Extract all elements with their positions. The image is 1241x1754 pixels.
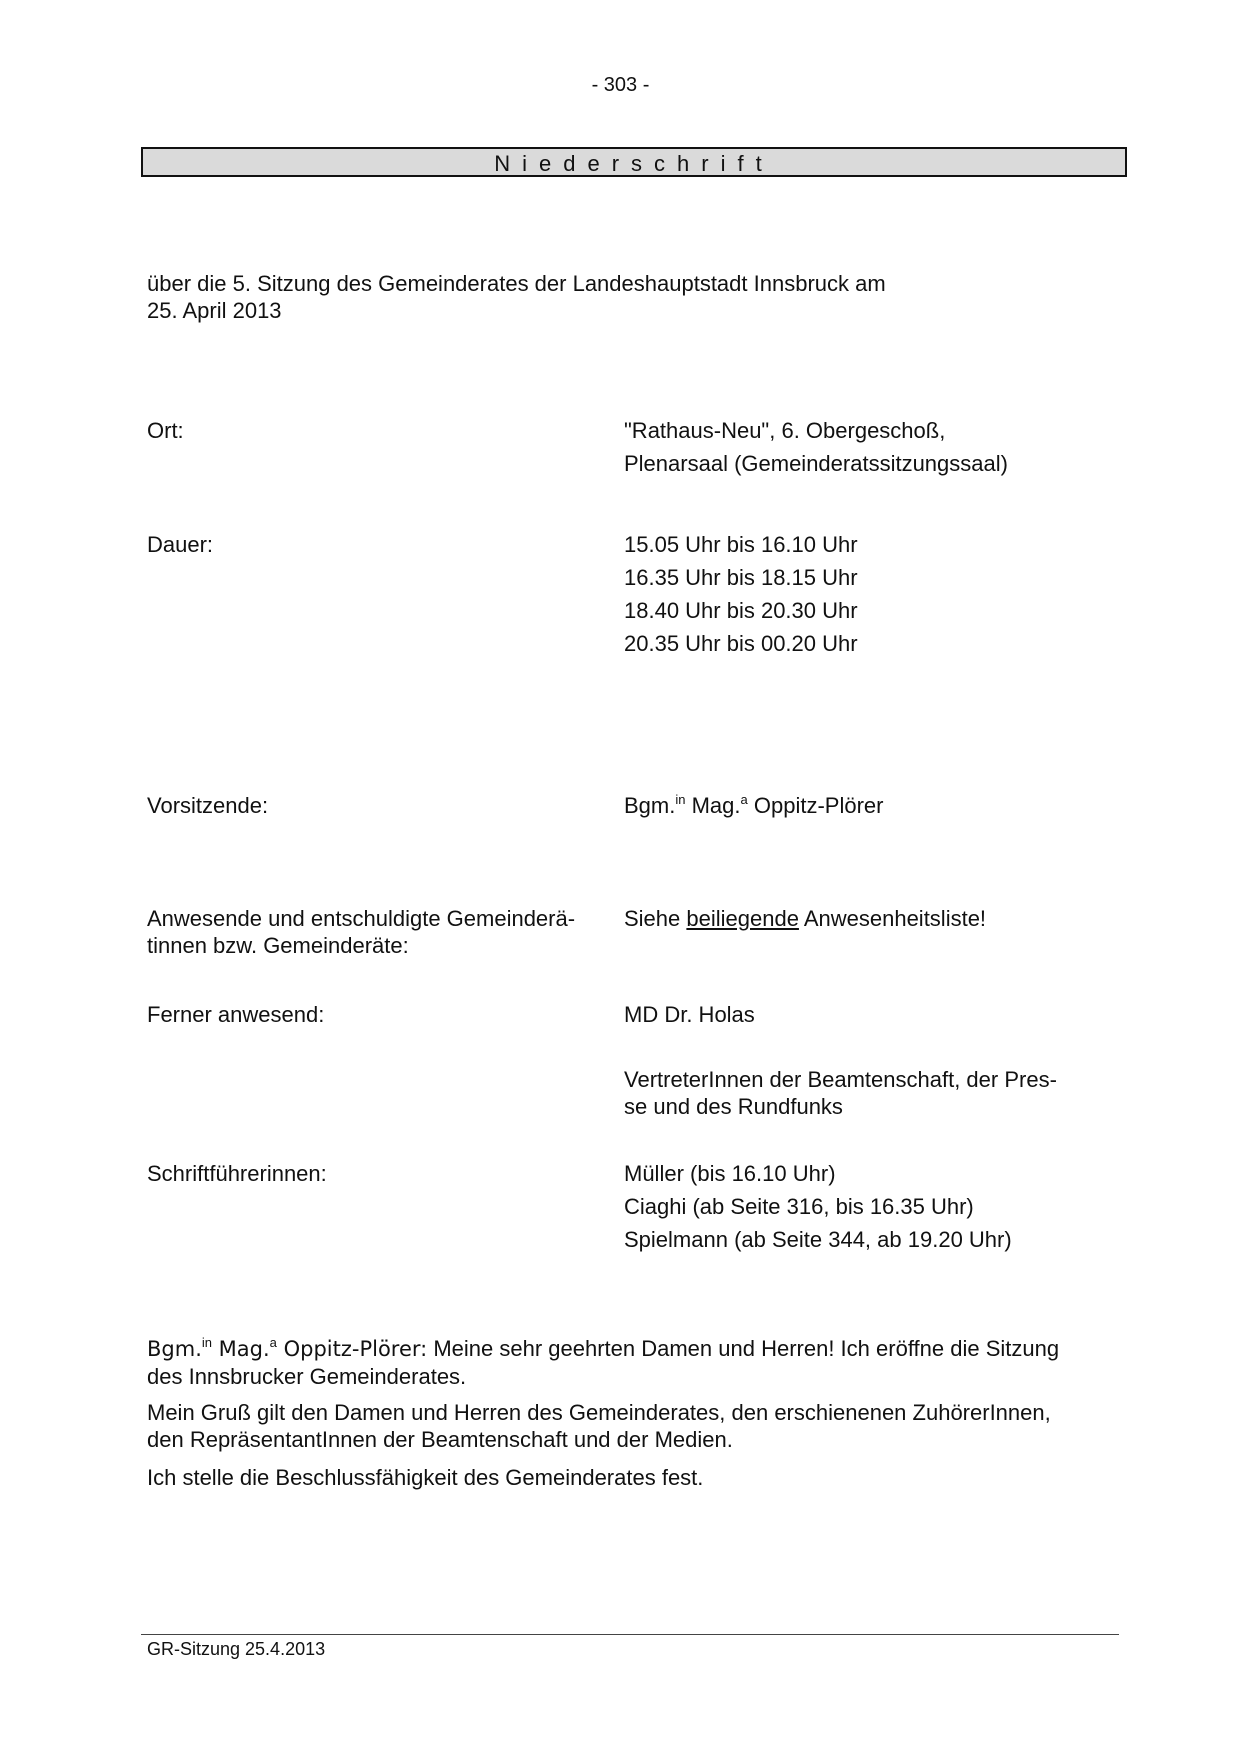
anwesend-value (624, 905, 1104, 932)
anwesend-label (147, 905, 587, 959)
dauer-line-3: 18.40 Uhr bis 20.30 Uhr (624, 598, 858, 623)
schrift-line-3: Spielmann (ab Seite 344, ab 19.20 Uhr) (624, 1227, 1012, 1252)
ferner-line-2b: se und des Rundfunks (624, 1094, 843, 1119)
dauer-label: Dauer: (147, 532, 214, 557)
document-title: Niederschrift (141, 147, 1127, 177)
dauer-line-2: 16.35 Uhr bis 18.15 Uhr (624, 565, 858, 590)
dauer-line-4: 20.35 Uhr bis 00.20 Uhr (624, 631, 858, 656)
speaker-name: Oppitz-Plörer: (276, 1337, 428, 1361)
schrift-label: Schriftführerinnen: (147, 1161, 327, 1186)
page-number: - 303 - (591, 74, 650, 96)
ort-line-2: Plenarsaal (Gemeinderatssitzungssaal) (624, 451, 1008, 476)
ferner-line-1: MD Dr. Holas (624, 1002, 755, 1027)
intro-line-1: über die 5. Sitzung des Gemeinderates der Landeshauptstadt Innsbruck am (147, 271, 886, 296)
dauer-value (624, 528, 1104, 660)
intro-text (147, 270, 1097, 324)
speech-p1-line-2: des Innsbrucker Gemeinderates. (147, 1364, 467, 1389)
speech-p2-line-1: Mein Gruß gilt den Damen und Herren des Gemeinderates, den erschienenen ZuhörerInnen, (147, 1400, 1051, 1425)
anwesend-link: beiliegende (686, 906, 799, 931)
anwesend-pre: Siehe (624, 906, 687, 931)
ort-line-1: "Rathaus-Neu", 6. Obergeschoß, (624, 418, 946, 443)
vorsitz-mag: Mag. (685, 793, 741, 818)
speaker-bgm-sup: in (201, 1335, 212, 1350)
vorsitz-value (624, 792, 1104, 819)
vorsitz-label: Vorsitzende: (147, 793, 269, 818)
schrift-line-1: Müller (bis 16.10 Uhr) (624, 1161, 836, 1186)
speaker-bgm: Bgm. (147, 1337, 202, 1361)
speech-paragraph-1 (147, 1335, 1107, 1390)
footer-divider (141, 1634, 1119, 1635)
speaker-mag-sup: a (269, 1335, 277, 1350)
speaker-mag: Mag. (212, 1337, 270, 1361)
ferner-line-2 (624, 1066, 1104, 1120)
speech-paragraph-3: Ich stelle die Beschlussfähigkeit des Gemeinderates fest. (147, 1465, 704, 1490)
dauer-line-1: 15.05 Uhr bis 16.10 Uhr (624, 532, 858, 557)
schrift-value (624, 1157, 1104, 1256)
speech-p1-rest: Meine sehr geehrten Damen und Herren! Ich eröffne die Sitzung (427, 1336, 1060, 1361)
vorsitz-bgm: Bgm. (624, 793, 676, 818)
anwesend-label-line-2: tinnen bzw. Gemeinderäte: (147, 933, 409, 958)
speech-p2-line-2: den RepräsentantInnen der Beamtenschaft und der Medien. (147, 1427, 733, 1452)
vorsitz-bgm-sup: in (675, 792, 686, 807)
anwesend-post: Anwesenheitsliste! (798, 906, 987, 931)
anwesend-label-line-1: Anwesende und entschuldigte Gemeinderä- (147, 906, 576, 931)
vorsitz-surname: Oppitz-Plörer (747, 793, 884, 818)
footer-text: GR-Sitzung 25.4.2013 (147, 1639, 326, 1659)
ferner-label: Ferner anwesend: (147, 1002, 325, 1027)
vorsitz-mag-sup: a (740, 792, 748, 807)
ort-label: Ort: (147, 418, 184, 443)
intro-line-2: 25. April 2013 (147, 298, 282, 323)
schrift-line-2: Ciaghi (ab Seite 316, bis 16.35 Uhr) (624, 1194, 974, 1219)
ferner-line-2a: VertreterInnen der Beamtenschaft, der Pres- (624, 1067, 1057, 1092)
speech-p1-line-1 (147, 1335, 1107, 1363)
speech-paragraph-2 (147, 1399, 1107, 1453)
ort-value (624, 414, 1104, 480)
